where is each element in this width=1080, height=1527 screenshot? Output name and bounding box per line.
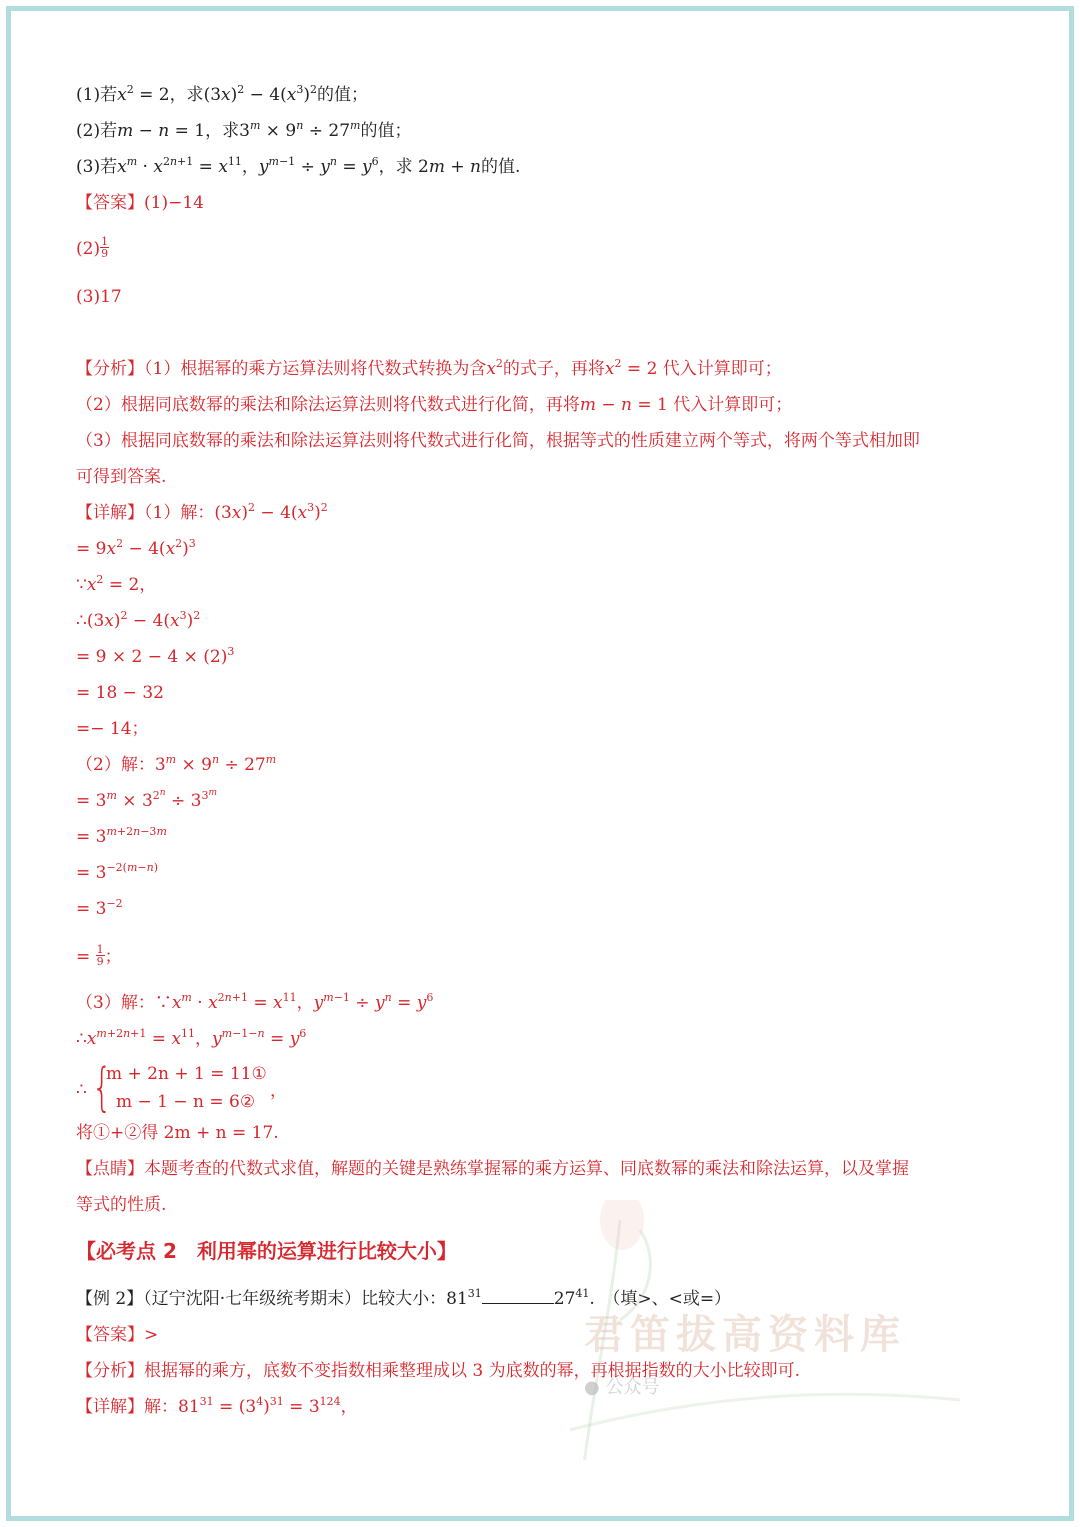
answer-line-2: (2) $\frac{1}{9}$	[76, 235, 109, 260]
solution-3-final: 将①+②得 2m + n = 17.	[76, 1123, 279, 1143]
solution-1-step: $\therefore(3x)^2 - 4(x^3)^2$	[76, 609, 201, 631]
solution-1-step: =− 14；	[76, 719, 149, 739]
watermark-brand: 君笛拔高资料库	[584, 1312, 906, 1358]
solution-1-step: $\because x^2 = 2$，	[76, 573, 157, 595]
analysis-line-2: （2）根据同底数幂的乘法和除法运算法则将代数式进行化简，再将m − n = 1 代入计算即可；	[76, 395, 793, 415]
solution-3-step: $\therefore x^{m+2n+1} = x^{11}$，$y^{m-1-n} = y^6$	[76, 1027, 307, 1049]
analysis-line-3: （3）根据同底数幂的乘法和除法运算法则将代数式进行化简，根据等式的性质建立两个等式，将两个等式相加即	[76, 431, 920, 451]
solution-1-step: = $9x^2 - 4(x^2)^3$	[76, 537, 196, 559]
solution-2-step: = $3^m \times 3^{2^n} \div 3^{3^m}$	[76, 788, 217, 811]
answer-tag: 【答案】	[76, 193, 144, 213]
question-3: (3)若$x^m \cdot x^{2n+1} = x^{11}$，$y^{m-1} \div y^n = y^6$，求 2m + n的值.	[76, 155, 521, 177]
answer-line-1: 【答案】(1)−14	[76, 193, 204, 213]
solution-2-step: = $3^{-2(m-n)}$	[76, 861, 159, 883]
watermark-sub: ● 公众号	[584, 1377, 660, 1398]
question-2: (2)若m − n = 1，求$3^m \times 9^n \div 27^m$的值；	[76, 119, 412, 141]
equation-system: ∴ { m + 2n + 1 = 11① m − 1 − n = 6② ，	[76, 1058, 287, 1118]
solution-2-step: = $3^{-2}$	[76, 897, 123, 919]
example-2-analysis: 【分析】根据幂的乘方，底数不变指数相乘整理成以 3 为底数的幂，再根据指数的大小比较即可.	[76, 1361, 801, 1381]
answer-line-3: (3)17	[76, 287, 122, 307]
solution-2-step: = $3^{m+2n-3m}$	[76, 825, 167, 847]
analysis-line-4: 可得到答案.	[76, 467, 167, 487]
equation-2: m − 1 − n = 6②	[116, 1092, 256, 1112]
example-2-detail: 【详解】解：$81^{31} = (3^4)^{31} = 3^{124}$，	[76, 1395, 358, 1417]
equation-1: m + 2n + 1 = 11①	[106, 1064, 267, 1084]
answer-blank	[482, 1289, 554, 1304]
comment-line-2: 等式的性质.	[76, 1195, 167, 1215]
question-1: (1)若$x^2 = 2$，求$(3x)^2 - 4(x^3)^2$的值；	[76, 83, 368, 105]
solution-3-start: （3）解：$\because x^m \cdot x^{2n+1} = x^{11}$，$y^{m-1} \div y^n = y^6$	[76, 991, 434, 1013]
section-2-title: 【必考点 2 利用幂的运算进行比较大小】	[76, 1239, 457, 1263]
example-2: 【例 2】（辽宁沈阳·七年级统考期末）比较大小：$81^{31}$ $27^{41}$. （填>、<或=）	[76, 1287, 732, 1309]
solution-1-step: = 18 − 32	[76, 683, 164, 703]
solution-1-step: = $9 \times 2 - 4 \times (2)^3$	[76, 645, 235, 667]
example-2-answer: 【答案】>	[76, 1325, 159, 1345]
wechat-icon: ●	[584, 1377, 600, 1398]
comment-line-1: 【点睛】本题考查的代数式求值，解题的关键是熟练掌握幂的乘方运算、同底数幂的乘法和除法运算，以及掌握	[76, 1159, 909, 1179]
left-brace-icon: {	[92, 1058, 112, 1118]
solution-2-step: = $\frac{1}{9}$ ；	[76, 943, 122, 968]
analysis-line-1: 【分析】（1）根据幂的乘方运算法则将代数式转换为含$x^2$的式子，再将$x^2 = 2$ 代入计算即可；	[76, 357, 782, 379]
solution-2-start: （2）解：$3^m \times 9^n \div 27^m$	[76, 753, 277, 775]
solution-1-start: 【详解】（1）解：$(3x)^2 - 4(x^3)^2$	[76, 501, 328, 523]
